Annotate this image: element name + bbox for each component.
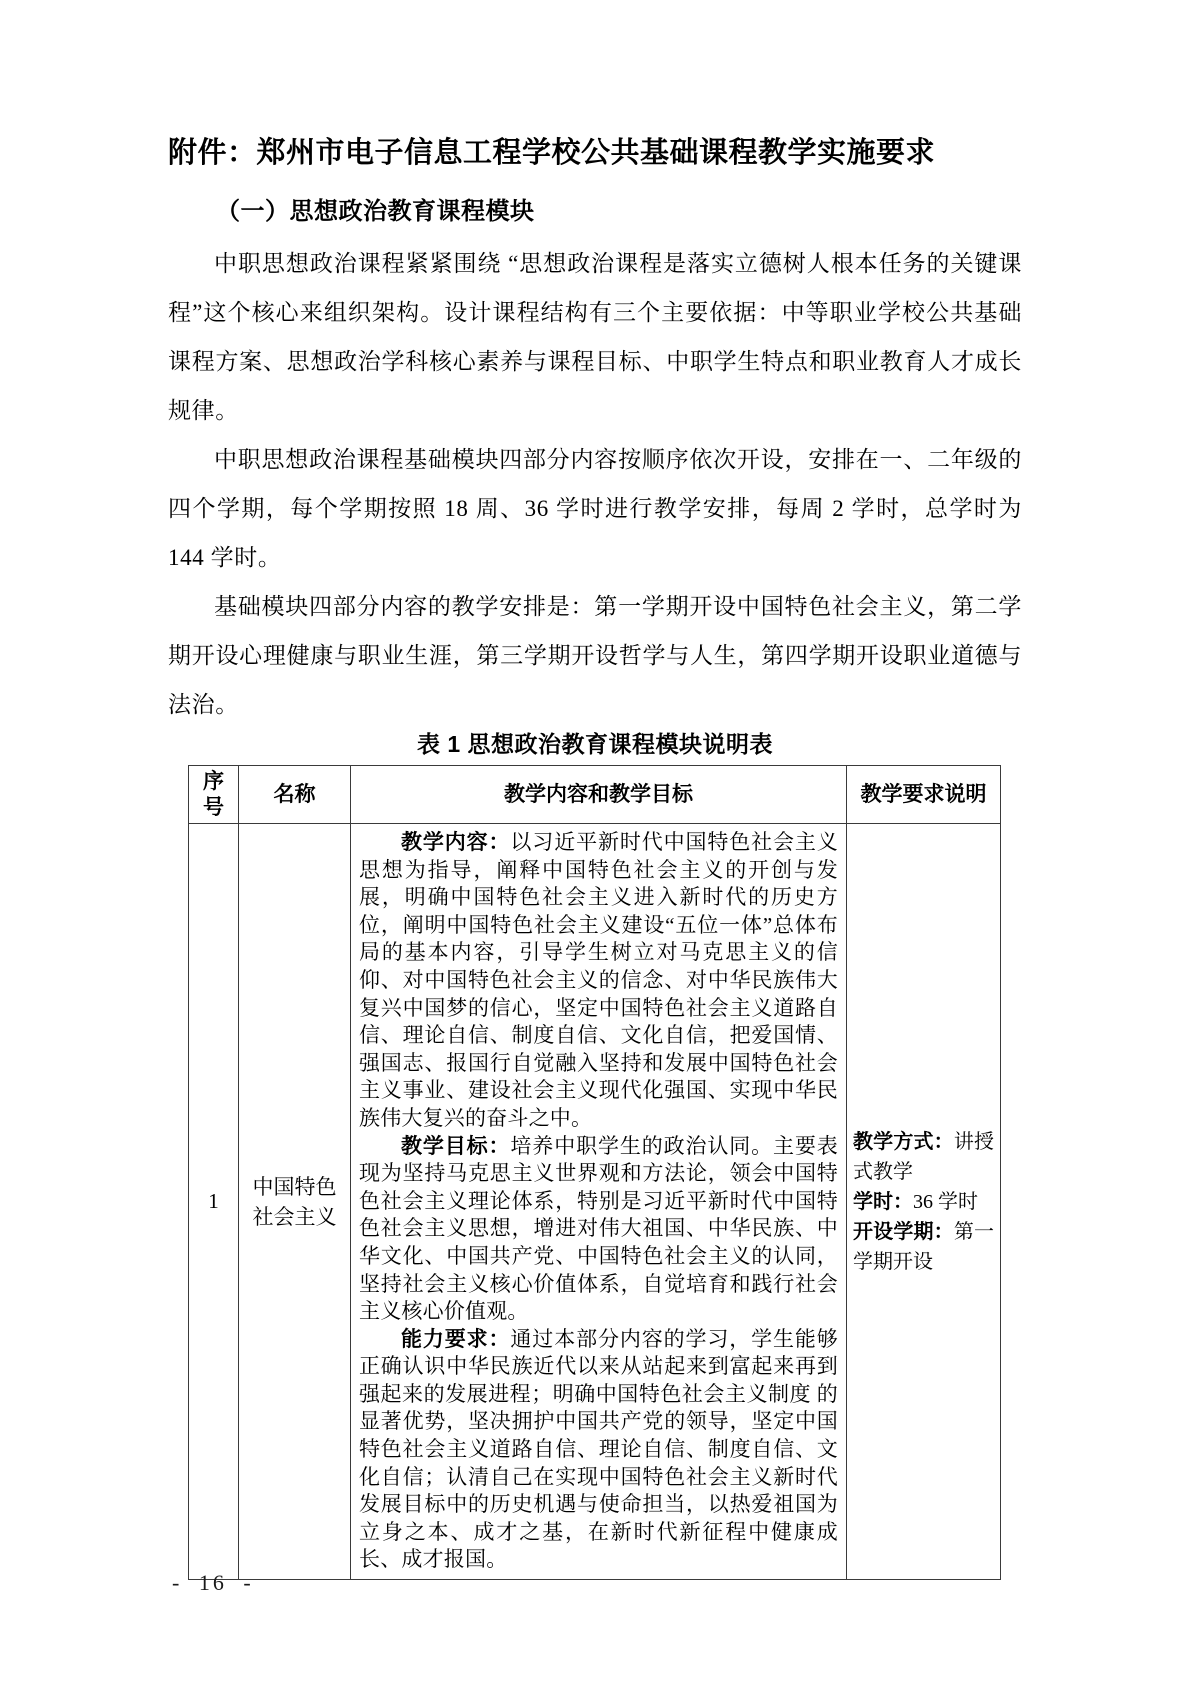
teaching-method-label: 教学方式： [853, 1130, 954, 1153]
section-heading: （一）思想政治教育课程模块 [216, 198, 535, 225]
ability-requirement-paragraph [359, 1326, 838, 1574]
teaching-method-line [853, 1127, 994, 1187]
semester-text: 第一学期开设 [853, 1220, 995, 1273]
ability-requirement-label: 能力要求： [401, 1327, 511, 1351]
teaching-content-paragraph [359, 829, 838, 1133]
course-module-table [188, 765, 1001, 1580]
class-hours-label: 学时： [853, 1190, 913, 1213]
body-paragraph: 中职思想政治课程紧紧围绕 “思想政治课程是落实立德树人根本任务的关键课程”这个核心来组织架构。设计课程结构有三个主要依据：中等职业学校公共基础课程方案、思想政治学科核心素养与课程目标、中职学生特点和职业教育人才成长规律。 [168, 251, 1022, 423]
table-row [189, 824, 1001, 1580]
header-index: 序号 [189, 766, 239, 824]
row-index: 1 [189, 824, 239, 1580]
header-requirements: 教学要求说明 [847, 766, 1001, 824]
body-paragraph: 基础模块四部分内容的教学安排是：第一学期开设中国特色社会主义，第二学期开设心理健康与职业生涯，第三学期开设哲学与人生，第四学期开设职业道德与法治。 [168, 594, 1022, 717]
teaching-content-text: 以习近平新时代中国特色社会主义思想为指导，阐释中国特色社会主义的开创与发展，明确中国特色社会主义进入新时代的历史方位，阐明中国特色社会主义建设“五位一体”总体布局的基本内容，引导学生树立对马克思主义的信仰、对中国特色社会主义的信念、对中华民族伟大复兴中国梦的信心，坚定中国特色社会主义道路自信、理论自信、制度自信、文化自信，把爱国情、强国志、报国行自觉融入坚持和发展中国特色社会主义事业、建设社会主义现代化强国、实现中华民族伟大复兴的奋斗之中。 [359, 830, 838, 1130]
teaching-goal-label: 教学目标： [401, 1134, 511, 1158]
course-name: 中国特色社会主义 [239, 824, 351, 1580]
semester-label: 开设学期： [853, 1220, 954, 1243]
header-name: 名称 [239, 766, 351, 824]
class-hours-text: 36 学时 [913, 1190, 978, 1213]
teaching-goal-text: 培养中职学生的政治认同。主要表现为坚持马克思主义世界观和方法论，领会中国特色社会主义理论体系，特别是习近平新时代中国特色社会主义思想，增进对伟大祖国、中华民族、中华文化、中国共产党、中国特色社会主义的认同，坚持社会主义核心价值体系，自觉培育和践行社会主义核心价值观。 [359, 1133, 838, 1324]
table-header-row [189, 766, 1001, 824]
teaching-goal-paragraph [359, 1133, 838, 1326]
course-content-cell [351, 824, 847, 1580]
ability-requirement-text: 通过本部分内容的学习，学生能够正确认识中华民族近代以来从站起来到富起来再到强起来的发展进程；明确中国特色社会主义制度 的显著优势，坚决拥护中国共产党的领导，坚定中国特色社会主义道路自信、理论自信、制度自信、文化自信；认清自己在实现中国特色社会主义新时代发展目标中的历史机遇与使命担当，以热爱祖国为立身之本、成才之基，在新时代新征程中健康成长、成才报国。 [359, 1326, 838, 1572]
document-title: 附件：郑州市电子信息工程学校公共基础课程教学实施要求 [168, 137, 936, 169]
class-hours-line [853, 1187, 994, 1217]
body-paragraph: 中职思想政治课程基础模块四部分内容按顺序依次开设，安排在一、二年级的四个学期，每个学期按照 18 周、36 学时进行教学安排，每周 2 学时，总学时为 144 学时。 [168, 447, 1022, 570]
teaching-method-text: 讲授式教学 [853, 1130, 995, 1183]
course-requirements-cell [847, 824, 1001, 1580]
page-content [168, 136, 1022, 1580]
teaching-content-label: 教学内容： [401, 831, 511, 854]
semester-line [853, 1217, 994, 1277]
header-content: 教学内容和教学目标 [351, 766, 847, 824]
page-number: - 16 - [172, 1570, 254, 1595]
table-caption: 表 1 思想政治教育课程模块说明表 [416, 731, 774, 757]
